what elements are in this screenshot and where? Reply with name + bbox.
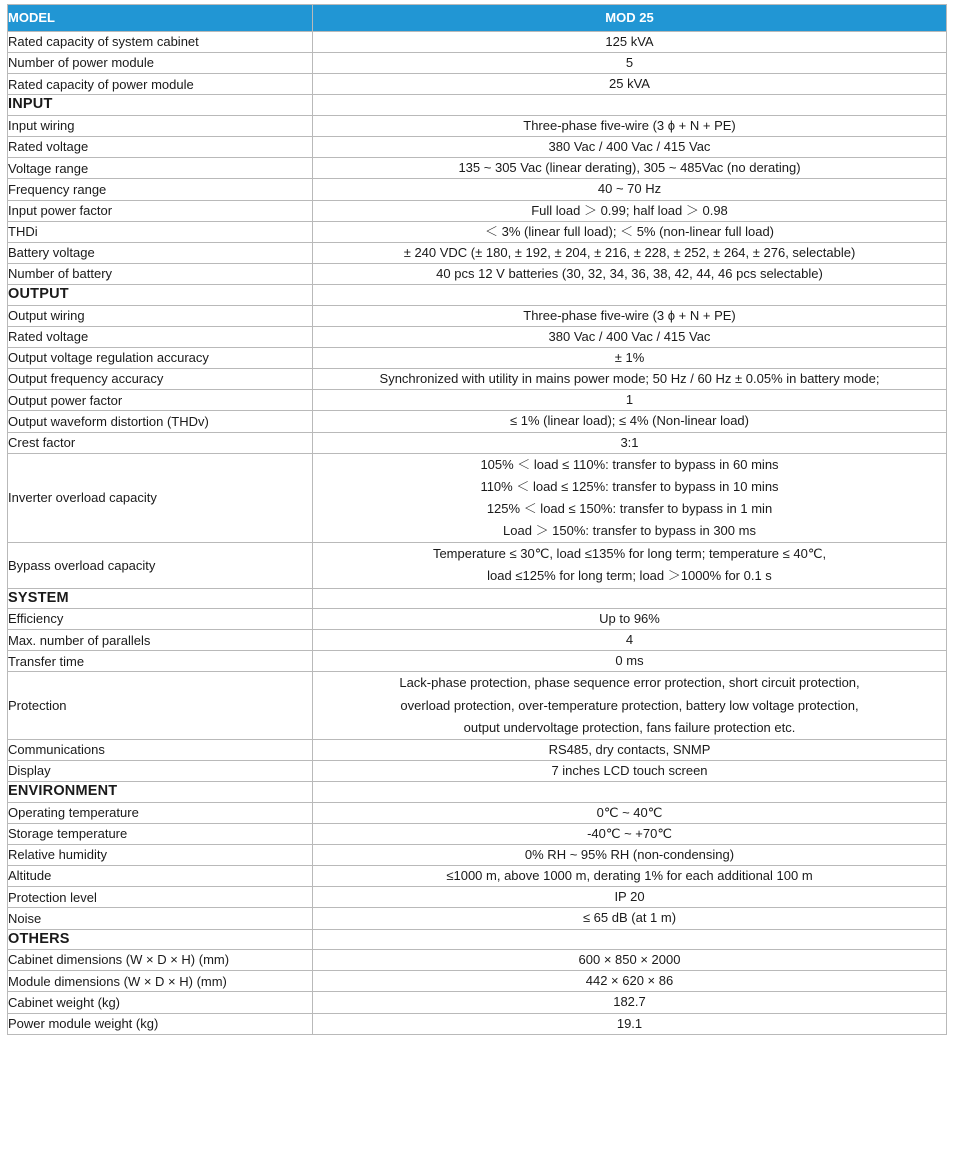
table-row (8, 53, 947, 74)
spec-value: 3:1 (313, 432, 947, 453)
table-row (8, 453, 947, 543)
spec-label: Altitude (8, 866, 313, 887)
section-label: OTHERS (8, 929, 313, 950)
spec-value: 5 (313, 53, 947, 74)
table-row (8, 887, 947, 908)
spec-value: ± 1% (313, 347, 947, 368)
spec-value-line: output undervoltage protection, fans failure protection etc. (463, 719, 796, 735)
spec-label: Max. number of parallels (8, 630, 313, 651)
spec-value-line: load ≤125% for long term; load ＞1000% for 0.1 s (487, 568, 772, 584)
spec-value-line: overload protection, over-temperature protection, battery low voltage protection, (400, 697, 859, 713)
table-row (8, 672, 947, 739)
spec-value-line: Temperature ≤ 30℃, load ≤135% for long term; temperature ≤ 40℃, (432, 546, 827, 562)
section-value (313, 782, 947, 803)
spec-value: ≤ 65 dB (at 1 m) (313, 908, 947, 929)
table-row (8, 411, 947, 432)
table-row (8, 390, 947, 411)
spec-label: Rated capacity of system cabinet (8, 32, 313, 53)
table-row (8, 739, 947, 760)
section-row (8, 782, 947, 803)
spec-value: 40 ~ 70 Hz (313, 179, 947, 200)
section-row (8, 285, 947, 306)
table-row (8, 432, 947, 453)
spec-label: Output waveform distortion (THDv) (8, 411, 313, 432)
section-value (313, 588, 947, 609)
table-row (8, 115, 947, 136)
table-row (8, 221, 947, 242)
table-row (8, 242, 947, 263)
spec-label: Noise (8, 908, 313, 929)
table-row (8, 74, 947, 95)
table-row (8, 845, 947, 866)
table-row (8, 866, 947, 887)
spec-value: Full load ＞ 0.99; half load ＞ 0.98 (313, 200, 947, 221)
spec-value: Synchronized with utility in mains power mode; 50 Hz / 60 Hz ± 0.05% in battery mode; (313, 369, 947, 390)
spec-value: IP 20 (313, 887, 947, 908)
spec-label: Communications (8, 739, 313, 760)
spec-label: Rated voltage (8, 326, 313, 347)
header-model-label: MODEL (8, 5, 313, 32)
spec-value (313, 543, 947, 588)
section-row (8, 95, 947, 116)
spec-value: 380 Vac / 400 Vac / 415 Vac (313, 326, 947, 347)
spec-label: Display (8, 761, 313, 782)
spec-value-line: Lack-phase protection, phase sequence error protection, short circuit protection, (399, 675, 860, 691)
spec-value-line: 105% ＜ load ≤ 110%: transfer to bypass in 60 mins (480, 456, 779, 472)
spec-value-line: 110% ＜ load ≤ 125%: transfer to bypass in 10 mins (480, 478, 779, 494)
spec-label: Output power factor (8, 390, 313, 411)
spec-label: Module dimensions (W × D × H) (mm) (8, 971, 313, 992)
spec-label: Battery voltage (8, 242, 313, 263)
spec-label: Efficiency (8, 609, 313, 630)
table-row (8, 802, 947, 823)
spec-label: Cabinet dimensions (W × D × H) (mm) (8, 950, 313, 971)
spec-label: Input power factor (8, 200, 313, 221)
spec-label: Power module weight (kg) (8, 1013, 313, 1034)
spec-value: 182.7 (313, 992, 947, 1013)
table-row (8, 609, 947, 630)
table-row (8, 950, 947, 971)
spec-label: Bypass overload capacity (8, 543, 313, 588)
spec-value: 125 kVA (313, 32, 947, 53)
spec-label: Operating temperature (8, 802, 313, 823)
spec-value: 0 ms (313, 651, 947, 672)
spec-label: Cabinet weight (kg) (8, 992, 313, 1013)
section-label: OUTPUT (8, 285, 313, 306)
spec-value: 25 kVA (313, 74, 947, 95)
table-row (8, 630, 947, 651)
spec-label: Number of battery (8, 263, 313, 284)
spec-label: Frequency range (8, 179, 313, 200)
spec-value: RS485, dry contacts, SNMP (313, 739, 947, 760)
spec-value: ≤ 1% (linear load); ≤ 4% (Non-linear load) (313, 411, 947, 432)
spec-label: Storage temperature (8, 823, 313, 844)
spec-value (313, 672, 947, 739)
section-label: SYSTEM (8, 588, 313, 609)
spec-label: Input wiring (8, 115, 313, 136)
spec-value: ＜ 3% (linear full load); ＜ 5% (non-linear full load) (313, 221, 947, 242)
table-row (8, 347, 947, 368)
spec-value: Three-phase five-wire (3 ϕ + N + PE) (313, 115, 947, 136)
table-row (8, 761, 947, 782)
table-row (8, 651, 947, 672)
section-row (8, 588, 947, 609)
spec-value: 40 pcs 12 V batteries (30, 32, 34, 36, 38, 42, 44, 46 pcs selectable) (313, 263, 947, 284)
table-row (8, 137, 947, 158)
table-row (8, 369, 947, 390)
spec-value: 4 (313, 630, 947, 651)
table-header-row (8, 5, 947, 32)
spec-label: Protection (8, 672, 313, 739)
spec-value: 135 ~ 305 Vac (linear derating), 305 ~ 485Vac (no derating) (313, 158, 947, 179)
section-value (313, 285, 947, 306)
spec-label: Output wiring (8, 305, 313, 326)
spec-value: Three-phase five-wire (3 ϕ + N + PE) (313, 305, 947, 326)
spec-value: -40℃ ~ +70℃ (313, 823, 947, 844)
section-row (8, 929, 947, 950)
spec-value: ≤1000 m, above 1000 m, derating 1% for each additional 100 m (313, 866, 947, 887)
table-row (8, 908, 947, 929)
header-model-value: MOD 25 (313, 5, 947, 32)
section-value (313, 929, 947, 950)
spec-label: THDi (8, 221, 313, 242)
table-row (8, 305, 947, 326)
spec-value: 19.1 (313, 1013, 947, 1034)
spec-value: Up to 96% (313, 609, 947, 630)
table-row (8, 200, 947, 221)
table-row (8, 543, 947, 588)
table-row (8, 1013, 947, 1034)
spec-label: Relative humidity (8, 845, 313, 866)
spec-value: 1 (313, 390, 947, 411)
table-row (8, 971, 947, 992)
spec-label: Output voltage regulation accuracy (8, 347, 313, 368)
spec-value: 380 Vac / 400 Vac / 415 Vac (313, 137, 947, 158)
spec-label: Output frequency accuracy (8, 369, 313, 390)
section-label: INPUT (8, 95, 313, 116)
specification-table (7, 4, 947, 1035)
spec-label: Crest factor (8, 432, 313, 453)
table-row (8, 179, 947, 200)
spec-label: Transfer time (8, 651, 313, 672)
spec-label: Inverter overload capacity (8, 453, 313, 543)
spec-label: Number of power module (8, 53, 313, 74)
spec-value: 0% RH ~ 95% RH (non-condensing) (313, 845, 947, 866)
spec-label: Voltage range (8, 158, 313, 179)
table-row (8, 326, 947, 347)
spec-value: 442 × 620 × 86 (313, 971, 947, 992)
spec-value: ± 240 VDC (± 180, ± 192, ± 204, ± 216, ± 228, ± 252, ± 264, ± 276, selectable) (313, 242, 947, 263)
table-row (8, 823, 947, 844)
spec-value (313, 453, 947, 543)
spec-value: 600 × 850 × 2000 (313, 950, 947, 971)
spec-label: Rated voltage (8, 137, 313, 158)
spec-value-line: 125% ＜ load ≤ 150%: transfer to bypass in 1 min (486, 500, 773, 516)
spec-label: Rated capacity of power module (8, 74, 313, 95)
spec-label: Protection level (8, 887, 313, 908)
section-value (313, 95, 947, 116)
section-label: ENVIRONMENT (8, 782, 313, 803)
spec-value: 0℃ ~ 40℃ (313, 802, 947, 823)
table-row (8, 32, 947, 53)
table-row (8, 158, 947, 179)
spec-value: 7 inches LCD touch screen (313, 761, 947, 782)
specification-table-body (8, 5, 947, 1035)
table-row (8, 263, 947, 284)
spec-value-line: Load ＞ 150%: transfer to bypass in 300 ms (503, 523, 756, 539)
table-row (8, 992, 947, 1013)
